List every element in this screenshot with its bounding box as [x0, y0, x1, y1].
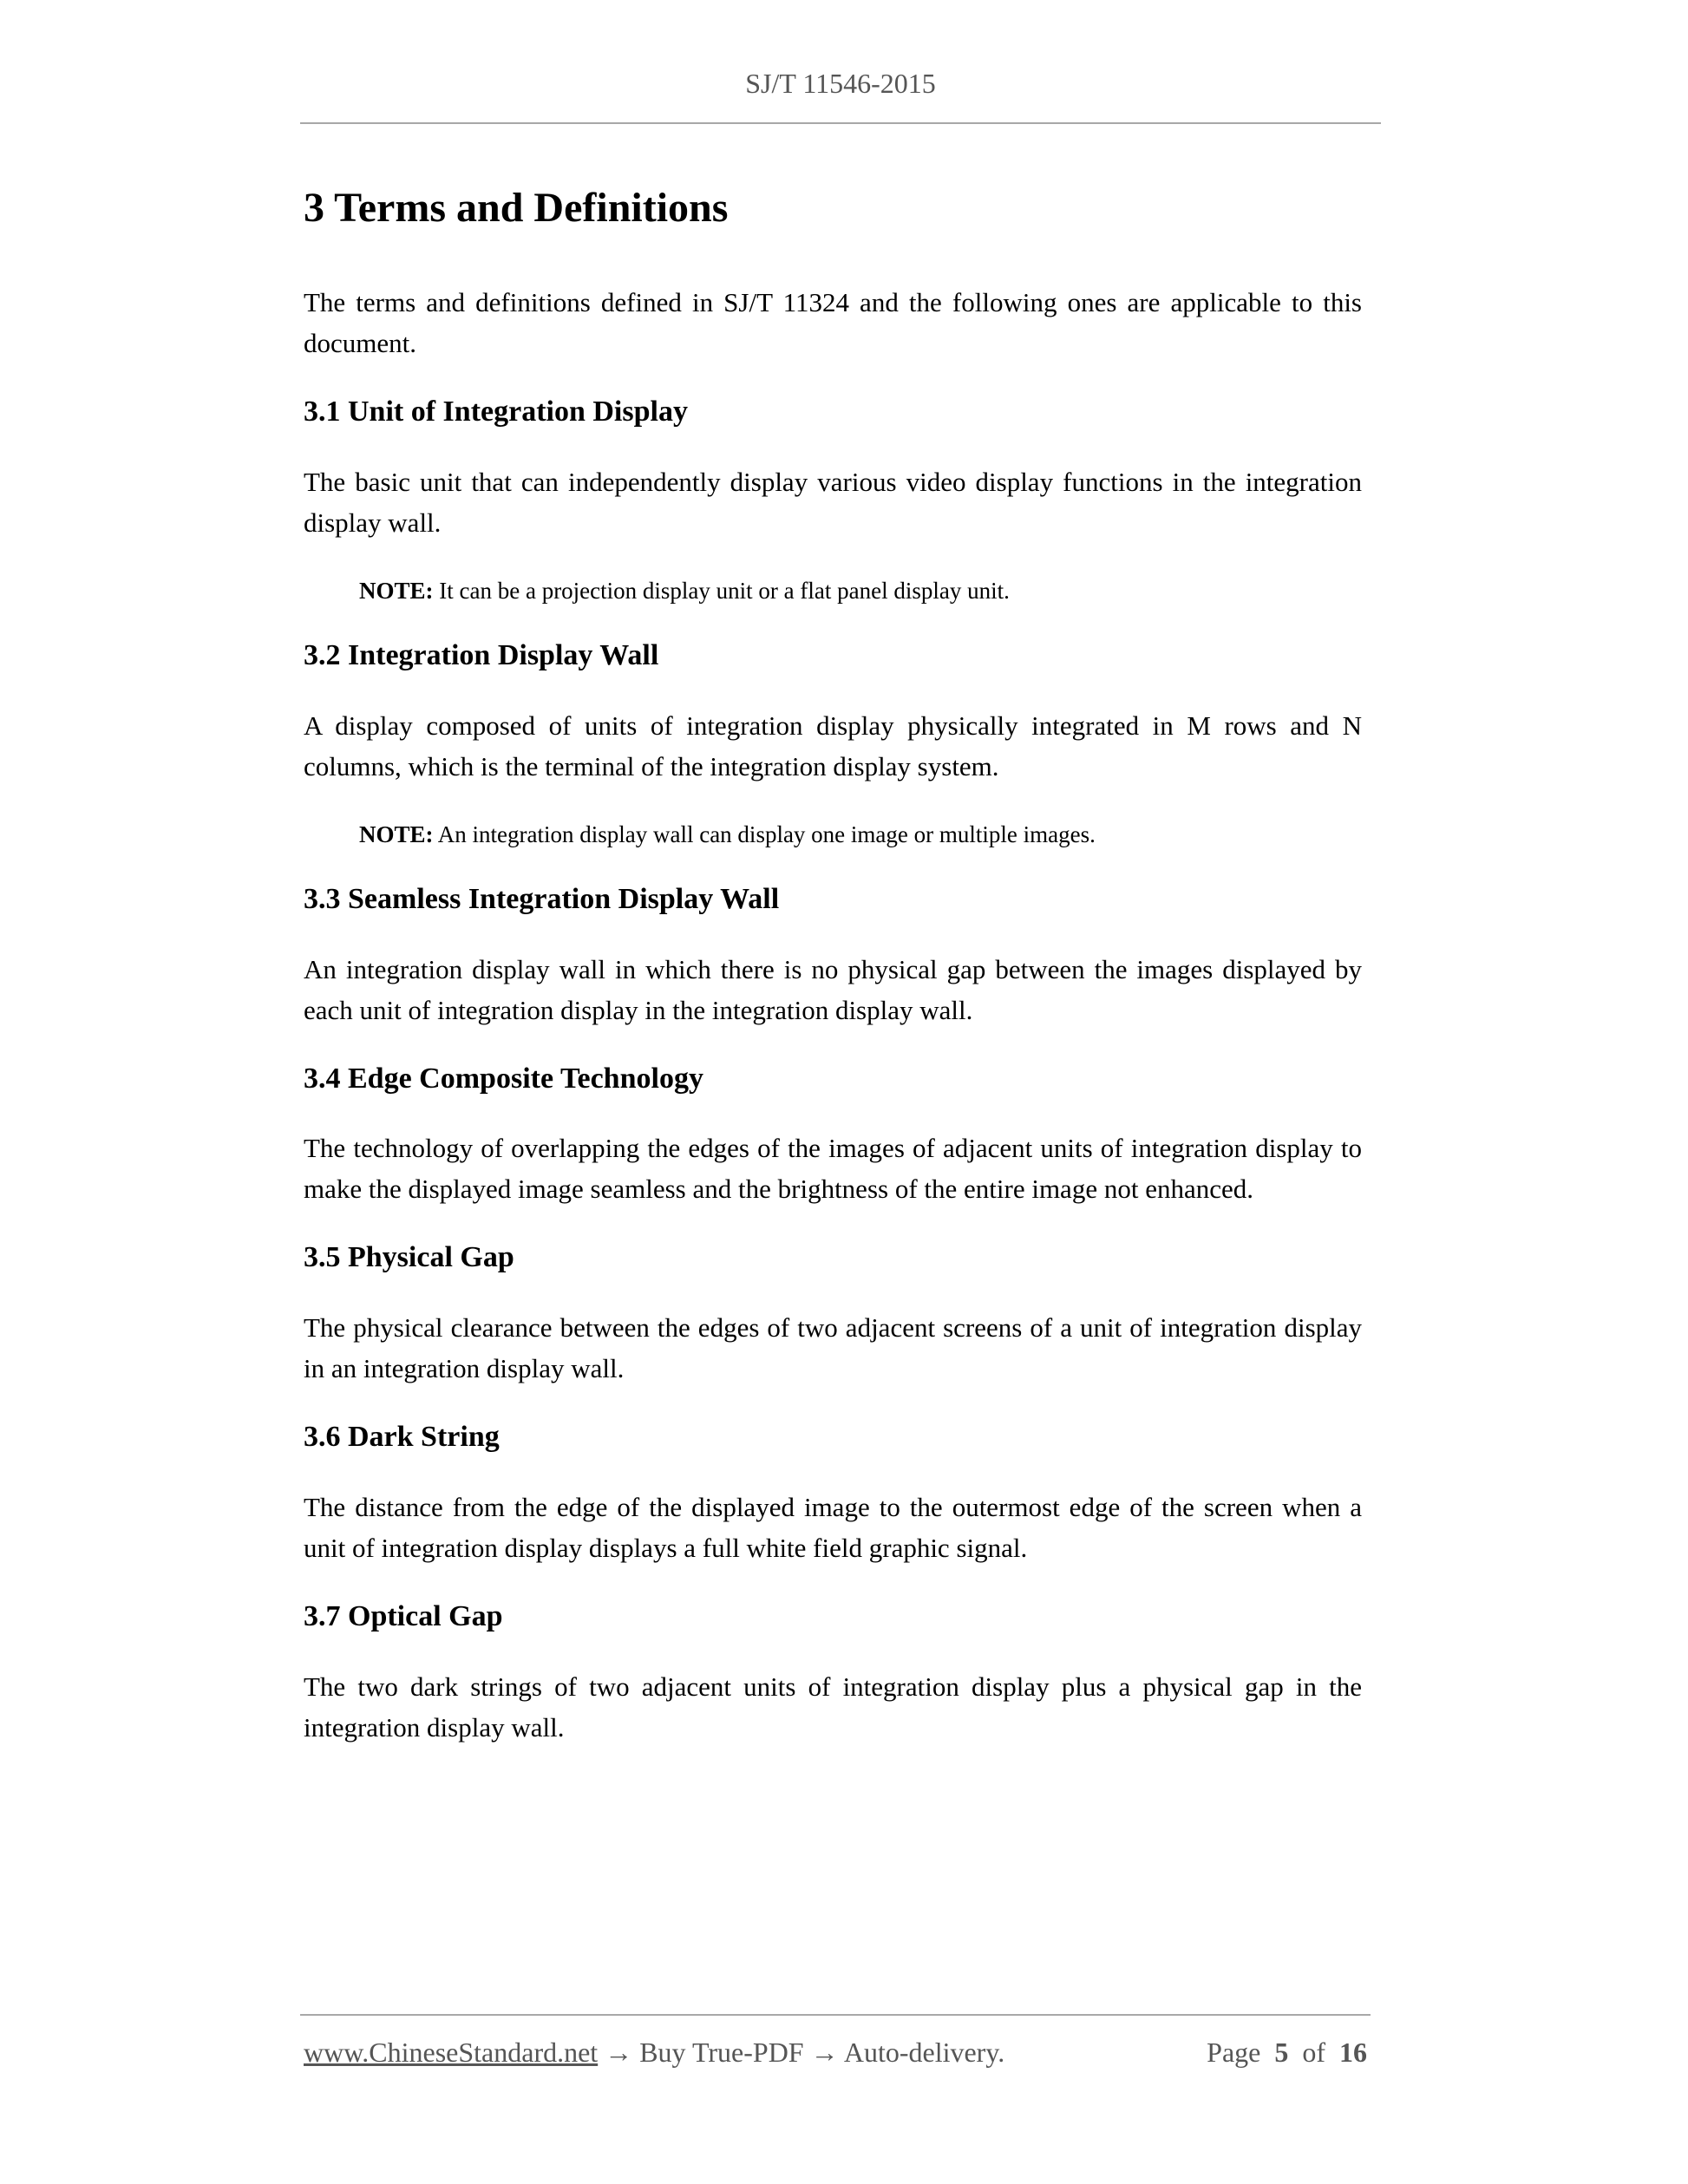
document-body: [304, 184, 1362, 1748]
section-text-3-6: The distance from the edge of the displayed image to the outermost edge of the screen when a unit of integration display displays a full white field graphic signal.: [304, 1491, 1362, 1563]
page-header: SJ/T 11546-2015: [745, 68, 936, 99]
buy-text: Buy True-PDF: [639, 2037, 804, 2068]
section-text-3-3: An integration display wall in which there is no physical gap between the images displayed by each unit of integration display in the integration display wall.: [304, 953, 1362, 1025]
section-heading-3-6: 3.6 Dark String: [304, 1421, 500, 1454]
note-3-2: [304, 818, 1362, 851]
section-text-3-7: The two dark strings of two adjacent units of integration display plus a physical gap in the integration display wall.: [304, 1671, 1362, 1743]
section-text-3-4: The technology of overlapping the edges of the images of adjacent units of integration display to make the displayed image seamless and the brightness of the entire image not enhanced.: [304, 1133, 1362, 1205]
footer-divider: [300, 2014, 1371, 2016]
arrow-icon: →: [605, 2037, 633, 2068]
delivery-text: Auto-delivery.: [843, 2037, 1005, 2068]
page-word: Page: [1207, 2037, 1261, 2068]
section-heading-3-4: 3.4 Edge Composite Technology: [304, 1062, 703, 1095]
chapter-intro: The terms and definitions defined in SJ/T 11324 and the following ones are applicable to this document.: [304, 287, 1362, 359]
page-total: 16: [1339, 2037, 1367, 2068]
section-text-3-2: A display composed of units of integration display physically integrated in M rows and N columns, which is the terminal of the integration display system.: [304, 709, 1362, 781]
chapter-title: 3 Terms and Definitions: [304, 185, 729, 231]
header-divider: [300, 122, 1381, 124]
section-heading-3-7: 3.7 Optical Gap: [304, 1599, 503, 1632]
site-link[interactable]: www.ChineseStandard.net: [304, 2037, 599, 2068]
arrow-icon: →: [810, 2037, 839, 2068]
page-number: [1207, 2037, 1367, 2069]
footer-promo: [304, 2037, 1004, 2069]
note-text: An integration display wall can display one image or multiple images.: [433, 821, 1096, 847]
section-text-3-5: The physical clearance between the edges of two adjacent screens of a unit of integration display in an integration display wall.: [304, 1312, 1362, 1384]
note-text: It can be a projection display unit or a flat panel display unit.: [433, 577, 1010, 604]
section-heading-3-1: 3.1 Unit of Integration Display: [304, 396, 688, 428]
note-label: NOTE:: [359, 577, 434, 604]
section-heading-3-3: 3.3 Seamless Integration Display Wall: [304, 882, 780, 915]
note-3-1: [304, 574, 1362, 607]
note-label: NOTE:: [359, 821, 434, 847]
page-current: 5: [1274, 2037, 1289, 2068]
section-heading-3-2: 3.2 Integration Display Wall: [304, 638, 659, 671]
section-text-3-1: The basic unit that can independently display various video display functions in the integration display wall.: [304, 466, 1362, 538]
section-heading-3-5: 3.5 Physical Gap: [304, 1241, 514, 1274]
of-word: of: [1302, 2037, 1325, 2068]
